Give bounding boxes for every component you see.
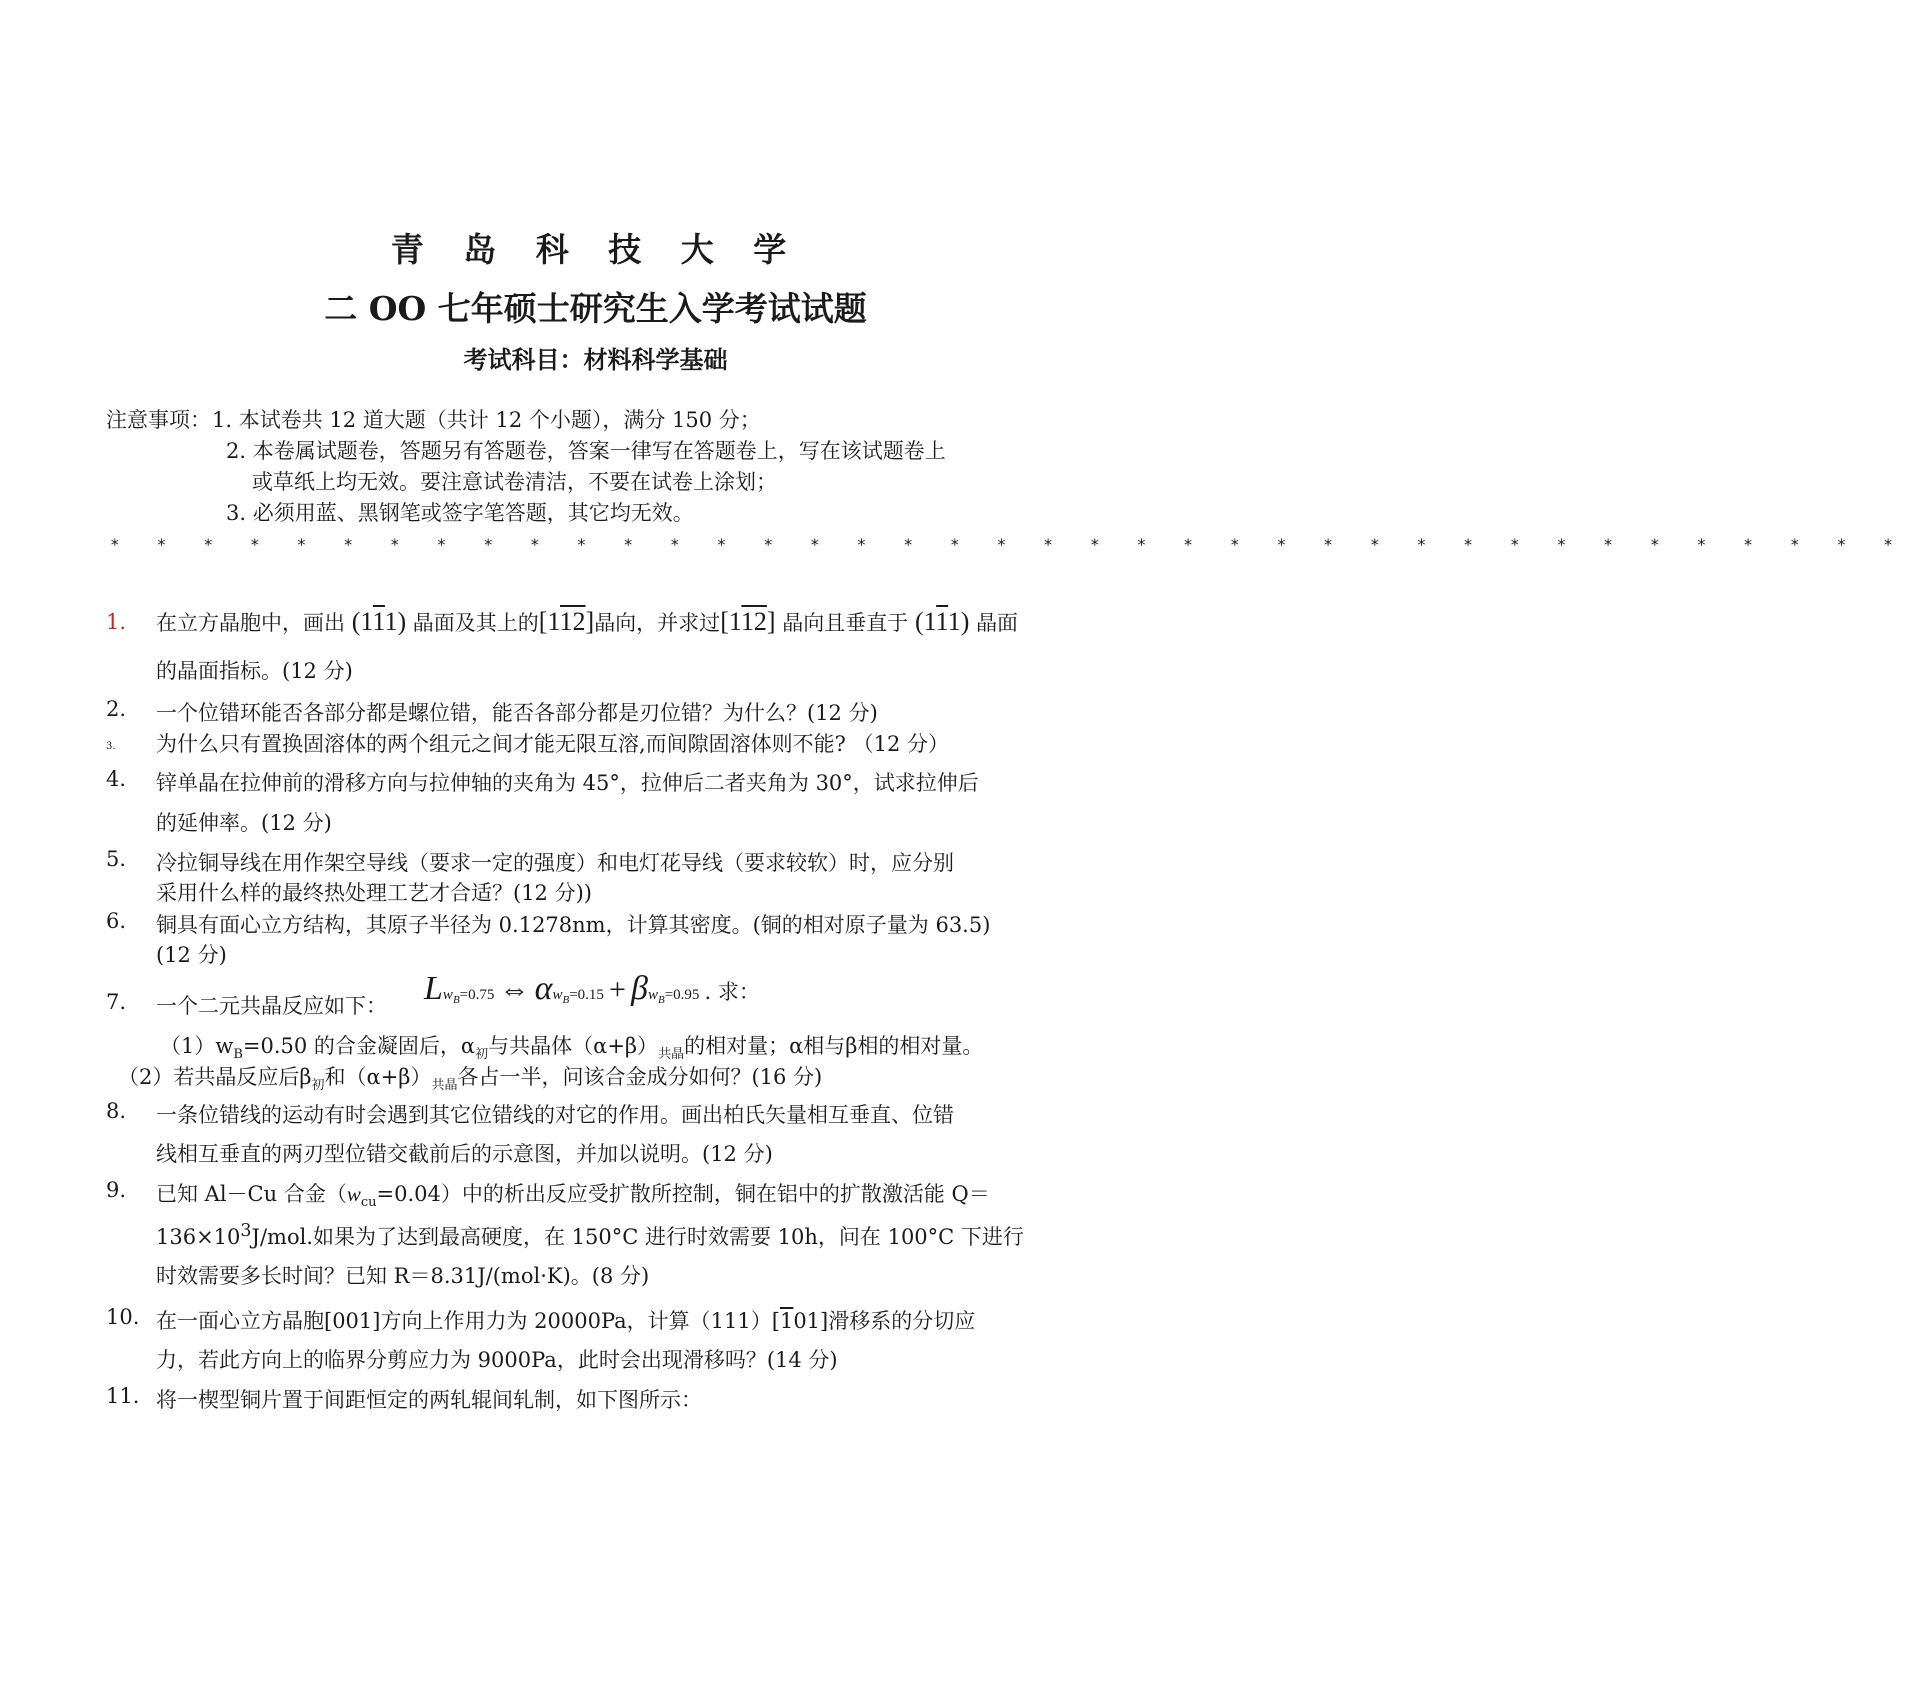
q9-number: 9. — [106, 1178, 127, 1202]
q2-number: 2. — [106, 697, 127, 721]
q1-number: 1. — [106, 610, 127, 634]
q5-number: 5. — [106, 847, 127, 871]
q2-text: 一个位错环能否各部分都是螺位错，能否各部分都是刃位错？为什么？(12 分) — [156, 701, 878, 725]
q10-line2: 力，若此方向上的临界分剪应力为 9000Pa，此时会出现滑移吗？(14 分) — [156, 1348, 838, 1372]
q7-part1: $(1)w_B=0.50$ 的合金凝固后，$\alpha_初$与共晶体$(\alpha+\beta)_{共晶}$的相对量；α相与β相的相对量。 — [160, 1034, 984, 1063]
q10-line1: 在一面心立方晶胞[001]方向上作用力为 20000Pa，计算（111）[101]滑移系的分切应 — [156, 1309, 976, 1333]
q4-number: 4. — [106, 767, 127, 791]
q3-number: 3. — [106, 741, 116, 752]
q4-line1: 锌单晶在拉伸前的滑移方向与拉伸轴的夹角为 45°，拉伸后二者夹角为 30°，试求拉伸后 — [156, 771, 979, 795]
exam-subject: 考试科目：材料科学基础 — [463, 345, 728, 374]
separator-line: * * * * * * * * * * * * * * * * * * * * * * * * * * * * * * * * * * * * * * * — [110, 535, 1907, 554]
q5-line1: 冷拉铜导线在用作架空导线（要求一定的强度）和电灯花导线（要求较软）时，应分别 — [156, 851, 954, 875]
eutectic-equation: $Lw_B=0.75$ ⇔ $\alpha w_B=0.15 + \beta w_B=0.95$ . 求： — [424, 970, 760, 1007]
direction-index-2: [112] — [720, 607, 776, 636]
q7-part2: （2）若共晶反应后$\beta_初$和$(\alpha+\beta)_{共晶}$各占一半，问该合金成分如何？(16 分) — [118, 1065, 823, 1094]
q8-number: 8. — [106, 1099, 127, 1123]
q6-number: 6. — [106, 909, 127, 933]
q9-line3: 时效需要多长时间？已知 R＝8.31J/(mol·K)。(8 分) — [156, 1264, 650, 1288]
q7-intro: 一个二元共晶反应如下： — [156, 994, 387, 1018]
notice-item-2: 2. 本卷属试题卷，答题另有答题卷，答案一律写在答题卷上，写在该试题卷上 — [226, 439, 946, 463]
q8-line2: 线相互垂直的两刃型位错交截前后的示意图，并加以说明。(12 分) — [156, 1142, 773, 1166]
q11-number: 11. — [106, 1384, 140, 1408]
q9-line2: $136\times 10^3J$/mol.如果为了达到最高硬度，在 150°C 进行时效需要 10h，问在 100°C 下进行 — [156, 1221, 1024, 1249]
notice-item-3: 3. 必须用蓝、黑钢笔或签字笔答题，其它均无效。 — [226, 501, 694, 525]
q5-line2: 采用什么样的最终热处理工艺才合适？(12 分)) — [156, 881, 592, 905]
plane-index: (111) — [351, 607, 407, 636]
q7-number: 7. — [106, 990, 127, 1014]
notice-item-2-cont: 或草纸上均无效。要注意试卷清洁，不要在试卷上涂划； — [252, 470, 777, 494]
notice-item-1: 1. 本试卷共 12 道大题（共计 12 个小题），满分 150 分； — [212, 408, 761, 432]
q8-line1: 一条位错线的运动有时会遇到其它位错线的对它的作用。画出柏氏矢量相互垂直、位错 — [156, 1103, 954, 1127]
notice-label: 注意事项： — [106, 408, 211, 432]
exam-title: 二 OO 七年硕士研究生入学考试试题 — [324, 289, 867, 328]
q3-text: 为什么只有置换固溶体的两个组元之间才能无限互溶,而间隙固溶体则不能? （12 分） — [156, 732, 950, 756]
university-title: 青 岛 科 技 大 学 — [390, 230, 801, 269]
q9-line1: 已知 Al－Cu 合金$(w_{cu}=0.04)$中的析出反应受扩散所控制，铜在铝中的扩散激活能 Q＝ — [156, 1182, 990, 1211]
direction-index: [112] — [538, 607, 595, 636]
q1-line1: 在立方晶胞中，画出 (111) 晶面及其上的[112]晶向，并求过[112] 晶向且垂直于 (111) 晶面 — [156, 607, 1019, 636]
q10-number: 10. — [106, 1305, 140, 1329]
plane-index-2: (111) — [914, 607, 970, 636]
q6-line2: (12 分) — [156, 943, 227, 967]
q4-line2: 的延伸率。(12 分) — [156, 811, 332, 835]
q11-text: 将一楔型铜片置于间距恒定的两轧辊间轧制，如下图所示： — [156, 1388, 702, 1412]
q1-line2: 的晶面指标。(12 分) — [156, 659, 353, 683]
q6-line1: 铜具有面心立方结构，其原子半径为 0.1278nm，计算其密度。(铜的相对原子量为 63.5) — [156, 913, 991, 937]
